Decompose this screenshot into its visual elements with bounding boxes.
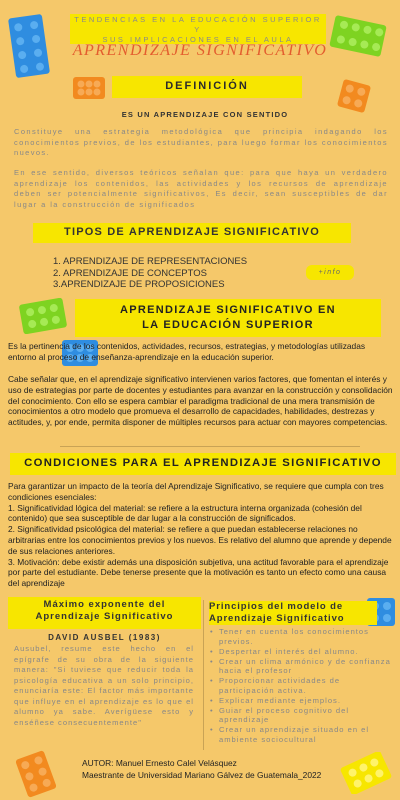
conditions-body — [8, 481, 396, 589]
lego-orange-bottomleft-icon — [16, 750, 56, 798]
list-item: 2. APRENDIZAJE DE CONCEPTOS — [53, 267, 207, 279]
higher-education-title — [75, 303, 381, 333]
conditions-intro: Para garantizar un impacto de la teoría del Aprendizaje Significativo, se requiere que cumpla con tres condiciones esenciales: — [8, 481, 384, 502]
header-subtitle — [70, 15, 326, 45]
principles-title — [209, 601, 389, 624]
list-item: • Crear un clima armónico y de confianza hacia el profesor — [210, 657, 398, 676]
condition-item: 2. Significatividad psicológica del material: se refiere a que puedan establecerse relaciones no arbitrarias entre los conocimientos previos y los nuevos. Es relativo del alumno que aprende y depende de sus relaciones anteriores. — [8, 524, 392, 556]
column-divider — [203, 600, 204, 750]
higher-education-title-line2: LA EDUCACIÓN SUPERIOR — [142, 319, 314, 331]
lego-orange-def-icon — [70, 73, 108, 103]
exponent-title — [8, 599, 201, 623]
exponent-quote: Ausubel, resume este hecho en el epígrafe de su obra de la siguiente manera: "Si tuviese que reducir toda la psicología educativa a un solo principio, enunciaría este: El factor más importante que influye en el aprendizaje es lo que el alumno ya sabe. Averígüese esto y enséñese consecuentemente" — [14, 644, 194, 727]
footer — [82, 758, 382, 781]
list-item: • Explicar mediante ejemplos. — [210, 696, 398, 706]
lego-orange-right-icon — [336, 78, 372, 114]
header-subtitle-line2: SUS IMPLICACIONES EN EL AULA — [102, 35, 294, 44]
higher-education-title-line1: APRENDIZAJE SIGNIFICATIVO EN — [120, 304, 336, 316]
list-item: 3.APRENDIZAJE DE PROPOSICIONES — [53, 279, 225, 290]
principles-list — [210, 627, 398, 745]
exponent-title-line1: Máximo exponente del — [43, 599, 166, 610]
list-item: • Guiar el proceso cognitivo del aprendizaje — [210, 706, 398, 725]
types-list — [53, 256, 313, 291]
principles-title-line2: Aprendizaje Significativo — [209, 612, 345, 624]
section-divider — [60, 446, 360, 447]
list-item: • Despertar el interés del alumno. — [210, 647, 398, 657]
definition-paragraph-2: En ese sentido, diversos teóricos señalan que: para que haya un verdadero aprendizaje los contenidos, las actividades y los recursos de aprendizaje deben ser potencialmente significativos, Es decir, sean susceptibles de dar lugar a la construcción de significados — [14, 168, 388, 209]
lego-blue-topleft-icon — [6, 14, 52, 78]
list-item: • Tener en cuenta los conocimientos previos. — [210, 627, 398, 646]
list-item: 1. APRENDIZAJE DE REPRESENTACIONES — [53, 256, 248, 267]
header-subtitle-line1: TENDENCIAS EN LA EDUCACIÓN SUPERIOR Y — [74, 15, 322, 34]
principles-title-line1: Principios del modelo de — [209, 601, 344, 612]
higher-education-paragraph-2: Cabe señalar que, en el aprendizaje significativo intervienen varios factores, que fomentan el interés y uso de estrategias por parte de docentes y estudiantes para avanzar en la construcción y consolidación del conocimiento. Con ello se espera cambiar el paradigma tradicional de una mera transmisión de conocimientos a otro modelo que promueva el desarrollo de capacidades, habilidades, destrezas y actitudes, y, por ende, permita disponer de múltiples recursos para actuar con mayores competencias. — [8, 374, 393, 428]
types-title: TIPOS DE APRENDIZAJE SIGNIFICATIVO — [64, 226, 320, 238]
page-title: APRENDIZAJE SIGNIFICATIVO — [72, 42, 328, 59]
lego-green-middle-icon — [18, 298, 68, 334]
exponent-title-line2: Aprendizaje Significativo — [35, 611, 174, 622]
footer-author: AUTOR: Manuel Ernesto Calel Velásquez — [82, 758, 237, 768]
definition-title: DEFINICIÓN — [165, 80, 249, 92]
conditions-title: CONDICIONES PARA EL APRENDIZAJE SIGNIFICATIVO — [24, 457, 382, 469]
condition-item: 3. Motivación: debe existir además una disposición subjetiva, una actitud favorable para el aprendizaje por parte del estudiante. Debe tenerse presente que la motivación es tanto un efecto como una causa del aprendizaje — [8, 556, 389, 589]
higher-education-paragraph-1: Es la pertinencia de los contenidos, actividades, recursos, estrategias, y metodologías utilizadas entorno al proceso de enseñanza-aprendizaje en la educación superior. — [8, 341, 366, 362]
list-item: • Proporcionar actividades de participación activa. — [210, 676, 398, 695]
footer-affiliation: Maestrante de Universidad Mariano Gálvez de Guatemala_2022 — [82, 769, 322, 780]
more-info-button[interactable]: +info — [306, 265, 354, 280]
condition-item: 1. Significatividad lógica del material: se refiere a la estructura interna organizada (cohesión del contenido) que sea susceptible de dar lugar a la construcción de significados. — [8, 502, 362, 524]
exponent-author: DAVID AUSBEL (1983) — [48, 633, 161, 642]
list-item: • Crear un aprendizaje situado en el ambiente sociocultural — [210, 725, 398, 744]
definition-paragraph-1: Constituye una estrategia metodológica que principia indagando los conocimientos previos, de los estudiantes, para luego formar los conocimientos nuevos. — [14, 127, 388, 157]
definition-subtitle: ES UN APRENDIZAJE CON SENTIDO — [121, 110, 289, 119]
